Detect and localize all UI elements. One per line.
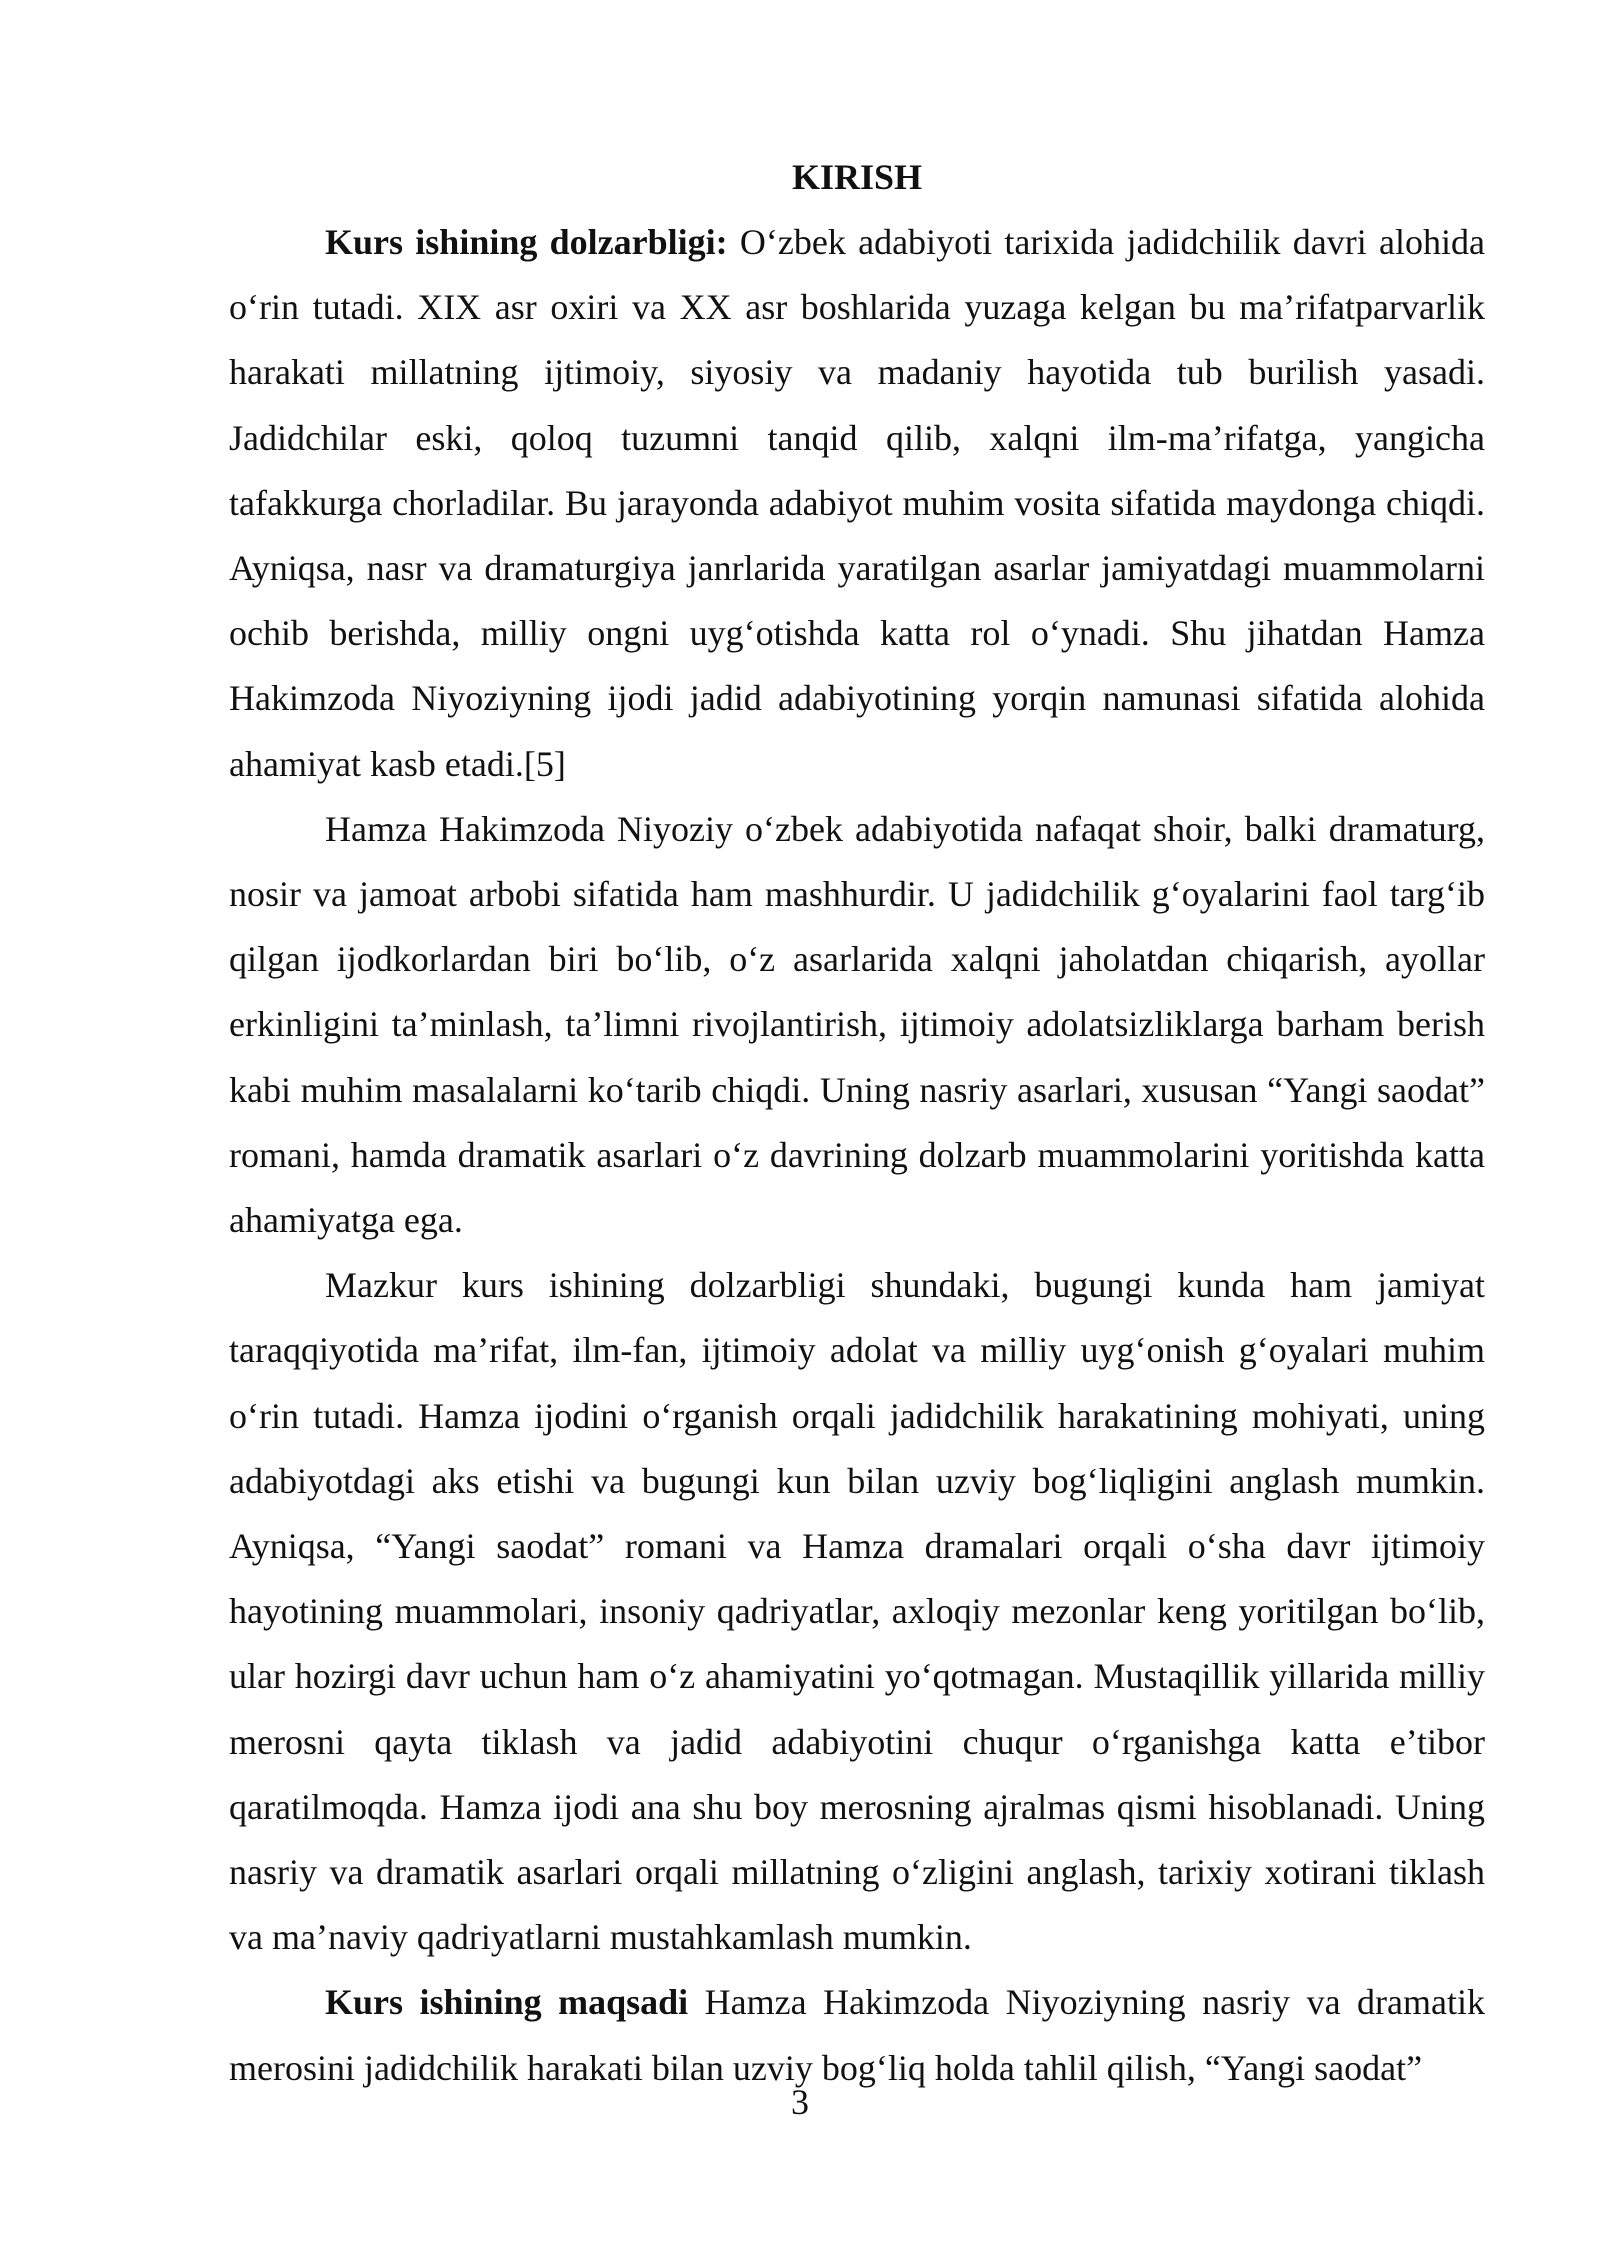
paragraph-text: Hamza Hakimzoda Niyoziyning nasriy va dramatik merosini jadidchilik harakati bilan uzviy bog‘liq holda tahlil qilish, “Yangi saodat” [229,1982,1486,2088]
paragraph-relevance-today [229,1253,1485,1970]
paragraph-lead: Kurs ishining dolzarbligi: [325,222,728,262]
paragraph-text: Hamza Hakimzoda Niyoziy o‘zbek adabiyotida nafaqat shoir, balki dramaturg, nosir va jamoat arbobi sifatida ham mashhurdir. U jadidchilik g‘oyalarini faol targ‘ib qilgan ijodkorlardan biri bo‘lib, o‘z asarlarida xalqni jaholatdan chiqarish, ayollar erkinligini ta’minlash, ta’limni rivojlantirish, ijtimoiy adolatsizliklarga barham berish kabi muhim masalalarni ko‘tarib chiqdi. Uning nasriy asarlari, xususan “Yangi saodat” romani, hamda dramatik asarlari o‘z davrining dolzarb muammolarini yoritishda katta ahamiyatga ega. [229,808,1485,1241]
paragraph-text: O‘zbek adabiyoti tarixida jadidchilik davri alohida o‘rin tutadi. XIX asr oxiri va XX asr boshlarida yuzaga kelgan bu ma’rifatparvarlik harakati millatning ijtimoiy, siyosiy va madaniy hayotida tub burilish yasadi. Jadidchilar eski, qoloq tuzumni tanqid qilib, xalqni ilm-ma’rifatga, yangicha tafakkurga chorladilar. Bu jarayonda adabiyot muhim vosita sifatida maydonga chiqdi. Ayniqsa, nasr va dramaturgiya janrlarida yaratilgan asarlar jamiyatdagi muammolarni ochib berishda, milliy ongni uyg‘otishda katta rol o‘ynadi. Shu jihatdan Hamza Hakimzoda Niyoziyning ijodi jadid adabiyotining yorqin namunasi sifatida alohida ahamiyat kasb etadi.[5] [229,222,1485,784]
paragraph-relevance [229,210,1485,797]
page-number: 3 [791,2082,809,2122]
paragraph-lead: Kurs ishining maqsadi [325,1982,689,2023]
section-title: KIRISH [791,157,923,197]
document-page [229,145,1485,2101]
paragraph-text: Mazkur kurs ishining dolzarbligi shundaki, bugungi kunda ham jamiyat taraqqiyotida ma’rifat, ilm-fan, ijtimoiy adolat va milliy uyg‘onish g‘oyalari muhim o‘rin tutadi. Hamza ijodini o‘rganish orqali jadidchilik harakatining mohiyati, uning adabiyotdagi aks etishi va bugungi kun bilan uzviy bog‘liqligini anglash mumkin. Ayniqsa, “Yangi saodat” romani va Hamza dramalari orqali o‘sha davr ijtimoiy hayotining muammolari, insoniy qadriyatlar, axloqiy mezonlar keng yoritilgan bo‘lib, ular hozirgi davr uchun ham o‘z ahamiyatini yo‘qotmagan. Mustaqillik yillarida milliy merosni qayta tiklash va jadid adabiyotini chuqur o‘rganishga katta e’tibor qaratilmoqda. Hamza ijodi ana shu boy merosning ajralmas qismi hisoblanadi. Uning nasriy va dramatik asarlari orqali millatning o‘zligini anglash, tarixiy xotirani tiklash va ma’naviy qadriyatlarni mustahkamlash mumkin. [229,1265,1485,1958]
paragraph-hamza-role [229,797,1485,1253]
